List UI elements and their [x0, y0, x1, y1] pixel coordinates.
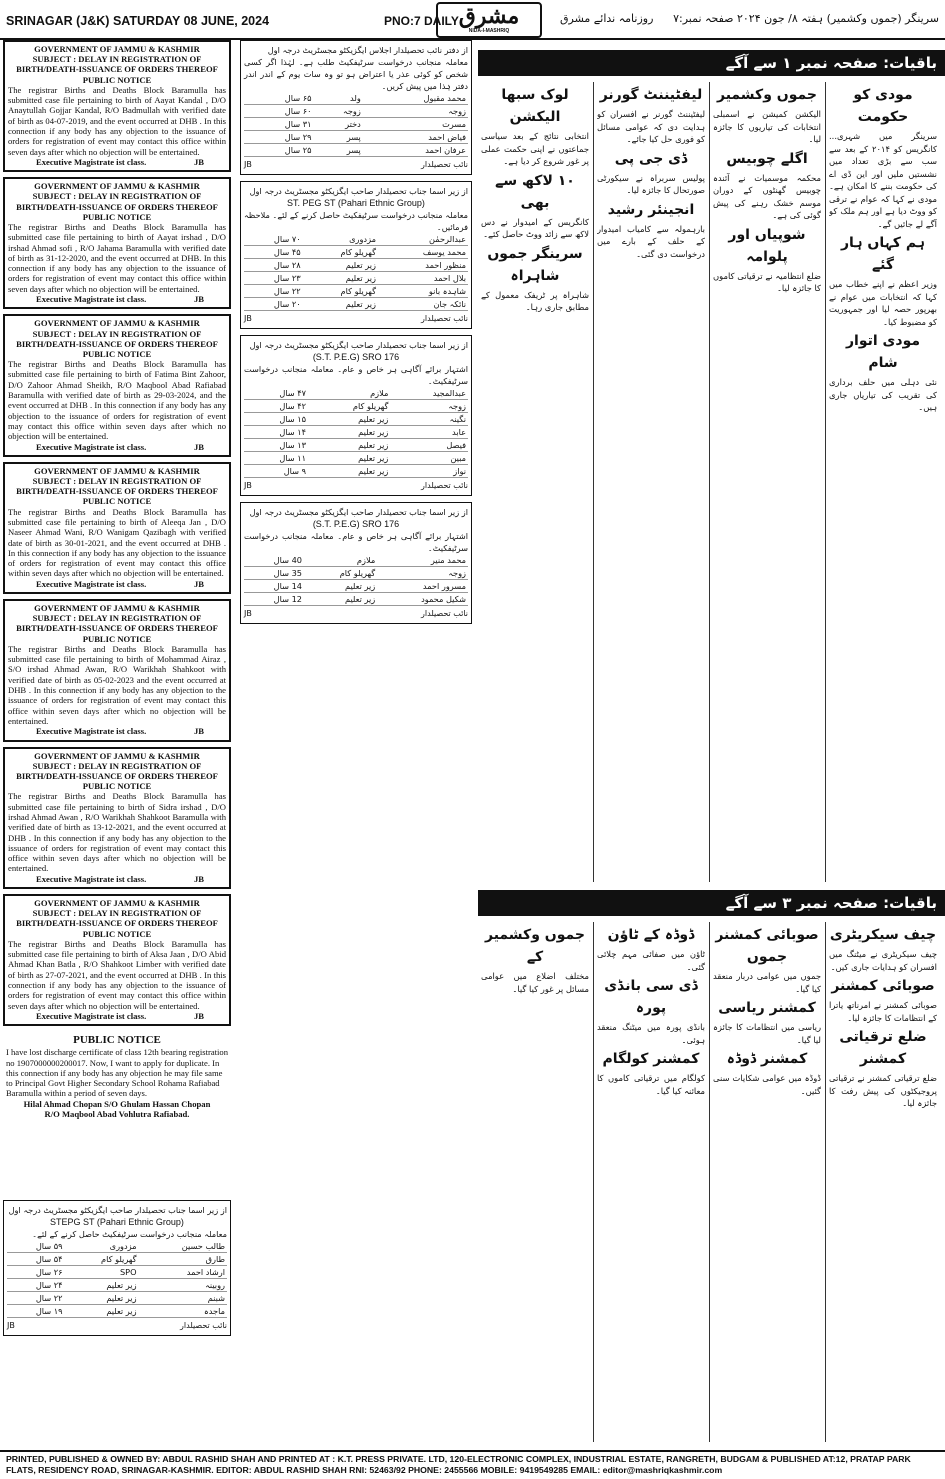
family-member-row: [244, 439, 468, 452]
notice-heading: SUBJECT : DELAY IN REGISTRATION OF: [32, 908, 202, 919]
family-member-cell: ۱۵ سال: [244, 413, 308, 426]
urdu-notice-signatory: نائب تحصیلدار: [421, 481, 468, 490]
family-member-cell: زیر تعلیم: [308, 426, 390, 439]
notice-code: JB: [193, 1010, 204, 1021]
article-headline: ڈی سی بانڈی پورہ: [604, 978, 698, 1016]
family-member-cell: طالب حسین: [139, 1240, 227, 1253]
article-body: ضلع انتظامیہ نے ترقیاتی کاموں کا جائزہ لیا۔: [713, 270, 821, 293]
family-member-cell: ارشاد احمد: [139, 1266, 227, 1279]
notice-signature-line: [8, 1011, 226, 1021]
urdu-notice-subtitle: ST. PEG ST (Pahari Ethnic Group): [287, 198, 425, 208]
notice-body: The registrar Births and Deaths Block Baramulla has submitted case file pertaining to birth of Aleeqa Jan , D/O Naseer Ahmad Wani, R/O Wanigam Qazibagh with verified date of birth as 30-01-2021, and the event occurred at DHB . In this connection if any body has any objection to the issuance of orders for registration of event may contact this office within seven days after which no objection will be entertained.: [8, 506, 226, 579]
family-member-row: [244, 144, 468, 157]
family-member-cell: ۱۱ سال: [244, 452, 308, 465]
notice-signature-line: [8, 726, 226, 736]
family-member-cell: شکیل محمود: [377, 593, 468, 606]
urdu-notice-signatory: نائب تحصیلدار: [421, 160, 468, 169]
family-member-cell: دختر: [314, 118, 363, 131]
urdu-notice-signature: [7, 1320, 227, 1332]
notice-heading: GOVERNMENT OF JAMMU & KASHMIR: [34, 465, 200, 476]
family-members-table: [244, 554, 468, 606]
family-member-row: [244, 580, 468, 593]
public-notice-body: I have lost discharge certificate of class 12th bearing registration no 1907000000200017. Now, I want to apply for duplicate. In this connection if any body has any objection he may file same to Principal Govt Higher Secondary School Rohama Rafiabad Baramulla within a period of seven days.: [6, 1047, 229, 1099]
notice-heading: SUBJECT : DELAY IN REGISTRATION OF: [32, 54, 202, 65]
notice-code: JB: [193, 873, 204, 884]
urdu-public-notice: [240, 335, 472, 496]
column-divider: [825, 82, 826, 882]
family-member-row: [7, 1279, 227, 1292]
article-body: ریاسی میں انتظامات کا جائزہ لیا گیا۔: [713, 1022, 821, 1045]
family-member-cell: زیر تعلیم: [303, 272, 378, 285]
family-member-cell: پسر: [314, 131, 363, 144]
family-member-cell: ۱۳ سال: [244, 439, 308, 452]
article-body: بارہمولہ سے کامیاب امیدوار کے حلف کے بارے میں درخواست دی گئی۔: [597, 223, 705, 259]
family-member-cell: زیر تعلیم: [308, 465, 390, 478]
article-headline: مودی اتوار شام: [845, 333, 921, 371]
family-member-cell: ولد: [314, 92, 363, 105]
article-body: الیکشن کمیشن نے اسمبلی انتخابات کی تیاریوں کا جائزہ لیا۔: [713, 109, 821, 144]
family-member-cell: ۲۰ سال: [244, 298, 303, 311]
family-member-row: [244, 413, 468, 426]
article-headline: کمشنر کولگام: [602, 1051, 700, 1067]
family-members-table: [7, 1240, 227, 1318]
family-member-cell: منظور احمد: [378, 259, 468, 272]
news-column: [829, 82, 937, 882]
family-member-cell: زوجہ: [390, 400, 468, 413]
news-column: [597, 82, 705, 882]
family-member-cell: عبدالمجید: [390, 387, 468, 400]
family-member-cell: ۷۰ سال: [244, 233, 303, 246]
family-member-cell: زیر تعلیم: [304, 593, 377, 606]
top-banner: [478, 50, 945, 76]
urdu-notice-heading: از زیر اسما جناب تحصیلدار صاحب ایگزیکٹو مجسٹریٹ درجہ اول: [249, 186, 468, 196]
article-headline: سرینگر جموں شاہراہ: [487, 245, 583, 284]
family-member-cell: ۲۵ سال: [244, 144, 314, 157]
notice-heading: PUBLIC NOTICE: [82, 74, 152, 85]
urdu-notice-body: معاملہ منجانب درخواست سرٹیفکیٹ حاصل کرنے کے لئے۔ ملاحظہ فرمائیں۔: [244, 210, 468, 232]
article-body: ٹاؤن میں صفائی مہم چلائی گئی۔: [597, 949, 705, 972]
family-member-row: [244, 298, 468, 311]
public-notice-box: [3, 40, 231, 172]
family-member-row: [244, 426, 468, 439]
family-member-cell: زوجہ: [377, 567, 468, 580]
family-member-cell: ۲۲ سال: [7, 1292, 65, 1305]
family-member-cell: ۹ سال: [244, 465, 308, 478]
article-headline: لیفٹیننٹ گورنر: [599, 87, 703, 103]
urdu-notice-signature: [244, 480, 468, 492]
urdu-public-notice: [240, 40, 472, 175]
family-member-cell: زیر تعلیم: [65, 1279, 139, 1292]
news-column: [829, 922, 937, 1442]
family-member-cell: گھریلو کام: [308, 400, 390, 413]
family-member-cell: ۴۲ سال: [244, 400, 308, 413]
article-body: محکمہ موسمیات نے آئندہ چوبیس گھنٹوں کے دوران موسم خشک رہنے کی پیش گوئی کی ہے۔: [713, 172, 821, 220]
family-member-row: [7, 1266, 227, 1279]
family-member-cell: شبنم: [139, 1292, 227, 1305]
urdu-notice-subtitle: STEPG ST (Pahari Ethnic Group): [50, 1217, 184, 1227]
notice-signature-line: [8, 874, 226, 884]
family-member-cell: نائکہ جان: [378, 298, 468, 311]
family-member-cell: ملازم: [308, 387, 390, 400]
family-member-row: [244, 118, 468, 131]
article-body: جموں میں عوامی دربار منعقد کیا گیا۔: [713, 971, 821, 994]
urdu-notice-signature: [244, 313, 468, 325]
masthead-urdu-name: روزنامہ ندائے مشرق: [560, 12, 654, 25]
family-member-cell: ۴۷ سال: [244, 387, 308, 400]
urdu-public-notice: [240, 181, 472, 329]
family-member-row: [7, 1253, 227, 1266]
family-member-cell: ۲۴ سال: [7, 1279, 65, 1292]
article-body: وزیر اعظم نے اپنے خطاب میں کہا کہ انتخابات میں عوام نے بھرپور حصہ لیا اور جمہوریت کو مضبوط کیا۔: [829, 279, 937, 327]
family-member-row: [244, 567, 468, 580]
family-member-cell: 35 سال: [244, 567, 304, 580]
notice-code: JB: [193, 578, 204, 589]
notice-signatory: Executive Magistrate ist class.: [36, 294, 147, 305]
notice-heading: PUBLIC NOTICE: [82, 928, 152, 939]
urdu-notice-heading: از دفتر نائب تحصیلدار اجلاس ایگزیکٹو مجسٹریٹ درجہ اول: [267, 45, 468, 55]
urdu-notice-signatory: نائب تحصیلدار: [421, 609, 468, 618]
article-headline: ڈی جی پی: [614, 150, 688, 167]
family-member-cell: فیصل: [390, 439, 468, 452]
notice-code: JB: [193, 294, 204, 305]
family-member-cell: گھریلو کام: [65, 1253, 139, 1266]
family-member-cell: ۵۴ سال: [7, 1253, 65, 1266]
footer-imprint: [0, 1450, 945, 1479]
family-member-cell: نگینہ: [390, 413, 468, 426]
bottom-banner-text: باقیات: صفحہ نمبر ۳ سے آگے: [725, 894, 937, 912]
top-banner-text: باقیات: صفحہ نمبر ۱ سے آگے: [725, 54, 937, 72]
family-member-cell: نواز: [390, 465, 468, 478]
article-headline: ہم کہاں ہار گئے: [841, 235, 925, 273]
notice-heading: BIRTH/DEATH-ISSUANCE OF ORDERS THEREOF: [16, 338, 218, 349]
family-member-row: [244, 259, 468, 272]
family-member-cell: گھریلو کام: [303, 285, 378, 298]
article-body: پولیس سربراہ نے سیکورٹی صورتحال کا جائزہ لیا۔: [597, 172, 705, 195]
notice-heading: GOVERNMENT OF JAMMU & KASHMIR: [34, 44, 200, 54]
notice-heading: GOVERNMENT OF JAMMU & KASHMIR: [34, 318, 200, 329]
family-member-cell: گھریلو کام: [304, 567, 377, 580]
family-member-row: [244, 400, 468, 413]
urdu-notice-signatory: نائب تحصیلدار: [421, 314, 468, 323]
urdu-notice-heading: از زیر اسما جناب تحصیلدار صاحب ایگزیکٹو مجسٹریٹ درجہ اول: [8, 1205, 227, 1215]
notice-signature-line: [8, 442, 226, 452]
family-member-cell: شاہدہ بانو: [378, 285, 468, 298]
article-headline: کمشنر ریاسی: [718, 1000, 816, 1016]
family-member-cell: ۳۱ سال: [244, 118, 314, 131]
family-member-cell: ۲۳ سال: [244, 272, 303, 285]
urdu-notice-signatory: نائب تحصیلدار: [180, 1321, 227, 1330]
urdu-notice-code: JB: [7, 1321, 15, 1330]
family-members-table: [244, 92, 468, 157]
column-divider: [709, 82, 710, 882]
notice-heading: GOVERNMENT OF JAMMU & KASHMIR: [34, 603, 200, 614]
notice-body: The registrar Births and Deaths Block Baramulla has submitted case file pertaining to birth of Sidra irshad , D/O irshad Ahmad Awan , R/O Warikhah Shahkoot Baramulla with verified date of birth as 13-12-2021, and the event occurred at DHB . In this connection if any body has any objection to the issuance of orders for registration of event may contact this office within seven days after which no objection will be entertained.: [8, 791, 226, 874]
news-column: [713, 922, 821, 1442]
notice-body: The registrar Births and Deaths Block Baramulla has submitted case file pertaining to birth of Fatima Bint Zahoor, D/O Zahoor Ahmad Sheikh, R/O Maqbool Abad Rafiabad Baramulla with verified date of birth as 29-03-2024, and the event occurred at DHB . In this connection if any body has any objection to the issuance of orders for registration of event may contact this office within seven days after which no objection will be entertained.: [8, 359, 226, 442]
family-member-cell: زیر تعلیم: [308, 452, 390, 465]
family-member-cell: طارق: [139, 1253, 227, 1266]
notice-heading: SUBJECT : DELAY IN REGISTRATION OF: [32, 476, 202, 487]
urdu-notice-code: JB: [244, 314, 252, 323]
notice-body: The registrar Births and Deaths Block Baramulla has submitted case file pertaining to birth of Mohammad Airaz , S/O irshad Ahmad Awan, R/O Warikhah Shahkoot with verified date of birth as 05-02-2023 and the event occurred at DHB . In this connection if any body has any objection to the issuance of orders for registration of event may contact this office within seven days after which no objection will be entertained.: [8, 643, 226, 726]
article-body: کانگریس کے امیدوار نے دس لاکھ سے زائد ووٹ حاصل کئے۔: [481, 216, 589, 239]
article-headline: کمشنر ڈوڈہ: [726, 1051, 808, 1067]
article-headline: صوبائی کمشنر جموں: [715, 927, 819, 965]
notice-signatory: Executive Magistrate ist class.: [36, 156, 147, 167]
notice-heading: GOVERNMENT OF JAMMU & KASHMIR: [34, 750, 200, 761]
public-notice-box: [3, 894, 231, 1026]
family-member-cell: گھریلو کام: [303, 246, 378, 259]
article-body: مختلف اضلاع میں عوامی مسائل پر غور کیا گیا۔: [481, 971, 589, 994]
notice-heading: BIRTH/DEATH-ISSUANCE OF ORDERS THEREOF: [16, 770, 218, 781]
column-divider: [593, 82, 594, 882]
urdu-public-notice: [3, 1200, 231, 1336]
family-member-cell: 12 سال: [244, 593, 304, 606]
masthead-page-number: PNO:7 DAILY: [384, 14, 459, 28]
newspaper-logo: [436, 2, 542, 38]
notice-body: The registrar Births and Deaths Block Baramulla has submitted case file pertaining to birth of Aayat irshad , D/O irshad Ahmad sofi , R/O Jahama Baramulla with verified date of birth as 31-12-2020, and the event occurred at DHB. In this connection if any body has any objection to the issuance of orders for registration of event may contact this office within seven days after which no objection will be entertained.: [8, 222, 226, 294]
family-member-cell: 40 سال: [244, 554, 304, 567]
public-notice-title: PUBLIC NOTICE: [73, 1034, 161, 1047]
family-member-cell: مزدوری: [65, 1240, 139, 1253]
masthead-urdu-date: سرینگر (جموں وکشمیر) ہفتہ ۸/ جون ۲۰۲۴ صفحہ نمبر:۷: [673, 12, 939, 25]
notice-signature-line: [8, 157, 226, 167]
family-member-cell: زوجہ: [363, 105, 468, 118]
notice-heading: SUBJECT : DELAY IN REGISTRATION OF: [32, 613, 202, 624]
family-member-cell: زیر تعلیم: [304, 580, 377, 593]
family-member-cell: عرفان احمد: [363, 144, 468, 157]
public-notice-box: [3, 599, 231, 741]
public-notice-signer: Hilal Ahmad Chopan S/O Ghulam Hassan Chopan: [23, 1098, 211, 1109]
notice-heading: GOVERNMENT OF JAMMU & KASHMIR: [34, 898, 200, 909]
family-member-cell: ۲۶ سال: [7, 1266, 65, 1279]
family-member-cell: ۲۲ سال: [244, 285, 303, 298]
article-headline: صوبائی کمشنر: [831, 978, 935, 994]
column-divider: [825, 922, 826, 1442]
article-body: صوبائی کمشنر نے امرناتھ یاترا کے انتظامات کا جائزہ لیا۔: [829, 1000, 937, 1023]
urdu-notice-body: اشتہار برائے آگاہی ہر خاص و عام۔ معاملہ منجانب درخواست سرٹیفکیٹ۔: [244, 531, 468, 553]
family-member-cell: مبین: [390, 452, 468, 465]
family-member-cell: ۲۹ سال: [244, 131, 314, 144]
family-member-cell: ۶۵ سال: [244, 92, 314, 105]
family-member-cell: روبینہ: [139, 1279, 227, 1292]
notice-body: The registrar Births and Deaths Block Baramulla has submitted case file pertaining to birth of Aksa Jaan , D/O Abid Ahmad Khan Batla , R/O Shahkoot Limber with verified date of birth as 27-07-2021, and the event occurred at DHB . In this connection if any body has any objection to the issuance of orders for registration of event may contact this office within seven days after which no objection will be entertained.: [8, 938, 226, 1011]
family-member-cell: عابد: [390, 426, 468, 439]
public-notice-box: [3, 314, 231, 456]
notice-code: JB: [193, 441, 204, 452]
logo-english: NIDA-I-MASHRIQ: [468, 28, 510, 34]
family-member-row: [7, 1240, 227, 1253]
article-headline: شوپیاں اور پلوامہ: [728, 226, 806, 265]
notice-heading: PUBLIC NOTICE: [82, 211, 152, 222]
family-member-cell: زیر تعلیم: [308, 413, 390, 426]
footer-line-2: FLATS, RESIDENCY ROAD, SRINAGAR-KASHMIR. EDITOR: ABDUL RASHID SHAH RNI: 52463/92 PHONE: 2455566 MOBILE: 9419549285 EMAIL: editor@mashriqkashmir.com: [6, 1465, 723, 1475]
family-member-cell: عبدالرحمٰن: [378, 233, 468, 246]
logo-urdu: مشرق: [458, 3, 520, 29]
family-member-cell: زیر تعلیم: [65, 1292, 139, 1305]
article-body: بانڈی پورہ میں میٹنگ منعقد ہوئی۔: [597, 1022, 705, 1045]
news-column: [481, 922, 589, 1442]
notice-heading: SUBJECT : DELAY IN REGISTRATION OF: [32, 328, 202, 339]
urdu-notice-heading: از زیر اسما جناب تحصیلدار صاحب ایگزیکٹو مجسٹریٹ درجہ اول: [249, 507, 468, 517]
news-column: [481, 82, 589, 882]
family-member-row: [244, 233, 468, 246]
notice-heading: PUBLIC NOTICE: [82, 496, 152, 507]
family-member-row: [244, 92, 468, 105]
family-member-row: [244, 246, 468, 259]
family-member-cell: محمد منیر: [377, 554, 468, 567]
family-member-cell: ۲۸ سال: [244, 259, 303, 272]
family-member-row: [244, 554, 468, 567]
notice-heading: BIRTH/DEATH-ISSUANCE OF ORDERS THEREOF: [16, 918, 218, 929]
article-body: ضلع ترقیاتی کمشنر نے ترقیاتی پروجیکٹوں کی پیش رفت کا جائزہ لیا۔: [829, 1073, 937, 1108]
notice-heading: SUBJECT : DELAY IN REGISTRATION OF: [32, 191, 202, 202]
notice-heading: SUBJECT : DELAY IN REGISTRATION OF: [32, 760, 202, 771]
public-notice-box: [3, 747, 231, 889]
notice-heading: BIRTH/DEATH-ISSUANCE OF ORDERS THEREOF: [16, 486, 218, 497]
family-member-row: [244, 131, 468, 144]
english-notices-column: [3, 40, 231, 1121]
family-member-cell: زیر تعلیم: [65, 1305, 139, 1318]
family-member-cell: فیاض احمد: [363, 131, 468, 144]
urdu-notice-subtitle: (S.T. P.E.G) SRO 176: [312, 519, 400, 529]
family-member-cell: محمد مقبول: [363, 92, 468, 105]
family-member-cell: زیر تعلیم: [303, 298, 378, 311]
family-members-table: [244, 233, 468, 311]
notice-signatory: Executive Magistrate ist class.: [36, 578, 147, 589]
family-member-cell: مزدوری: [303, 233, 378, 246]
family-member-row: [244, 465, 468, 478]
notice-heading: PUBLIC NOTICE: [82, 633, 152, 644]
notice-code: JB: [193, 156, 204, 167]
urdu-notice-heading: از زیر اسما جناب تحصیلدار صاحب ایگزیکٹو مجسٹریٹ درجہ اول: [249, 340, 468, 350]
notice-signatory: Executive Magistrate ist class.: [36, 873, 147, 884]
family-member-cell: مسرت: [363, 118, 468, 131]
urdu-notice-subtitle: (S.T. P.E.G) SRO 176: [312, 352, 400, 362]
urdu-notice-code: JB: [244, 609, 252, 618]
public-notice-box: [3, 177, 231, 309]
family-members-table: [244, 387, 468, 478]
article-headline: اگلے چوبیس: [726, 150, 808, 167]
urdu-notice-body: اشتہار برائے آگاہی ہر خاص و عام۔ معاملہ منجانب درخواست سرٹیفکیٹ۔: [244, 364, 468, 386]
urdu-notices-column: [240, 40, 472, 630]
family-member-cell: ۶۰ سال: [244, 105, 314, 118]
family-member-cell: زیر تعلیم: [303, 259, 378, 272]
article-headline: ڈوڈہ کے ٹاؤن: [607, 927, 695, 943]
family-member-cell: زیر تعلیم: [308, 439, 390, 452]
notice-signatory: Executive Magistrate ist class.: [36, 441, 147, 452]
article-body: شاہراہ پر ٹریفک معمول کے مطابق جاری رہا۔: [481, 289, 589, 312]
family-member-row: [7, 1305, 227, 1318]
notice-heading: PUBLIC NOTICE: [82, 348, 152, 359]
family-member-cell: ملازم: [304, 554, 377, 567]
urdu-notice-body: معاملہ منجانب درخواست سرٹیفکیٹ طلب ہے۔ لہٰذا اگر کسی شخص کو کوئی عذر یا اعتراض ہو تو وہ سات یوم کے اندر اندر دفتر ہٰذا میں پیش کریں۔: [244, 57, 468, 91]
notice-heading: BIRTH/DEATH-ISSUANCE OF ORDERS THEREOF: [16, 64, 218, 75]
news-column: [713, 82, 821, 882]
family-member-cell: SPO: [65, 1266, 139, 1279]
masthead: [0, 0, 945, 40]
article-body: لیفٹیننٹ گورنر نے افسران کو ہدایت دی کہ عوامی مسائل کو فوری حل کیا جائے۔: [597, 109, 705, 144]
family-member-row: [244, 452, 468, 465]
article-body: نئی دہلی میں حلف برداری کی تقریب کی تیاریاں جاری ہیں۔: [829, 377, 937, 412]
family-member-cell: ماجدہ: [139, 1305, 227, 1318]
article-body: انتخابی نتائج کے بعد سیاسی جماعتوں نے اپنی حکمت عملی پر غور شروع کر دیا ہے۔: [481, 131, 589, 166]
family-member-row: [244, 387, 468, 400]
urdu-notice-signature: [244, 608, 468, 620]
family-member-cell: زوجہ: [314, 105, 363, 118]
footer-line-1: PRINTED, PUBLISHED & OWNED BY: ABDUL RASHID SHAH AND PRINTED AT : K.T. PRESS PRIVATE. LTD, 120-ELECTRONIC COMPLEX, INDUSTRIAL ESTATE, RANGRETH, BUDGAM & PUBLISHED AT:12, PRATAP PARK: [6, 1454, 911, 1464]
article-headline: چیف سیکریٹری: [829, 927, 937, 943]
article-headline: ضلع ترقیاتی کمشنر: [839, 1029, 927, 1067]
urdu-notice-signature: [244, 159, 468, 171]
notice-code: JB: [193, 726, 204, 737]
family-member-row: [244, 272, 468, 285]
notice-heading: BIRTH/DEATH-ISSUANCE OF ORDERS THEREOF: [16, 201, 218, 212]
notice-signatory: Executive Magistrate ist class.: [36, 726, 147, 737]
urdu-public-notice: [240, 502, 472, 624]
notice-body: The registrar Births and Deaths Block Baramulla has submitted case file pertaining to birth of Aayat Kandal , D/O Anaytullah Gojjar Kandal, R/O Badmullah with verified date of birth as 04-07-2019, and the event occurred at DHB . In this connection if any body has any objection to the issuance of orders for registration of event may contact this office within seven days after which no objection will be entertained.: [8, 84, 226, 157]
article-body: کولگام میں ترقیاتی کاموں کا معائنہ کیا گیا۔: [597, 1073, 705, 1096]
notice-heading: GOVERNMENT OF JAMMU & KASHMIR: [34, 181, 200, 192]
family-member-row: [244, 285, 468, 298]
family-member-cell: ۴۵ سال: [244, 246, 303, 259]
column-divider: [709, 922, 710, 1442]
news-column: [597, 922, 705, 1442]
family-member-cell: محمد یوسف: [378, 246, 468, 259]
column-divider: [593, 922, 594, 1442]
article-body: ڈوڈہ میں عوامی شکایات سنی گئیں۔: [713, 1073, 821, 1096]
family-member-cell: ۱۴ سال: [244, 426, 308, 439]
notice-heading: BIRTH/DEATH-ISSUANCE OF ORDERS THEREOF: [16, 623, 218, 634]
urdu-notice-code: JB: [244, 481, 252, 490]
family-member-cell: مسرور احمد: [377, 580, 468, 593]
family-member-cell: ۵۹ سال: [7, 1240, 65, 1253]
family-member-cell: پسر: [314, 144, 363, 157]
urdu-notice-code: JB: [244, 160, 252, 169]
masthead-date: SRINAGAR (J&K) SATURDAY 08 JUNE, 2024: [6, 14, 270, 28]
article-headline: ۱۰ لاکھ سے بھی: [495, 172, 575, 211]
notice-signatory: Executive Magistrate ist class.: [36, 1010, 147, 1021]
article-headline: جموں وکشمیر کے: [485, 927, 585, 965]
family-member-row: [7, 1292, 227, 1305]
family-member-row: [244, 593, 468, 606]
article-headline: لوک سبھا الیکشن: [501, 87, 569, 125]
public-notice-box: [3, 462, 231, 594]
family-member-cell: ۱۹ سال: [7, 1305, 65, 1318]
article-body: سرینگر میں شہری... کانگریس کو ۲۰۱۴ کے بعد سے سب سے بڑی تعداد میں نشستیں ملیں اور این ڈی اے کی حکومت بننے کا امکان ہے۔ مودی نے کہا کہ عوام نے ترقی کو ووٹ دیا ہے اور ہم ملک کو آگے لے جائیں گے۔: [829, 131, 937, 229]
notice-signature-line: [8, 579, 226, 589]
family-member-cell: 14 سال: [244, 580, 304, 593]
lost-certificate-notice: [3, 1031, 231, 1121]
article-headline: مودی کو حکومت: [853, 87, 913, 125]
family-member-row: [244, 105, 468, 118]
family-member-cell: بلال احمد: [378, 272, 468, 285]
notice-signature-line: [8, 294, 226, 304]
article-body: چیف سیکریٹری نے میٹنگ میں افسران کو ہدایات جاری کیں۔: [829, 949, 937, 972]
notice-heading: PUBLIC NOTICE: [82, 781, 152, 792]
bottom-banner: [478, 890, 945, 916]
article-headline: جموں وکشمیر: [717, 87, 817, 103]
public-notice-address: R/O Maqbool Abad Vohlutra Rafiabad.: [44, 1108, 190, 1119]
far-left-urdu-notice-wrap: [3, 1200, 231, 1342]
urdu-notice-body: معاملہ منجانب درخواست سرٹیفکیٹ حاصل کرنے کے لئے۔: [32, 1229, 227, 1239]
article-headline: انجینئر رشید: [607, 201, 695, 218]
